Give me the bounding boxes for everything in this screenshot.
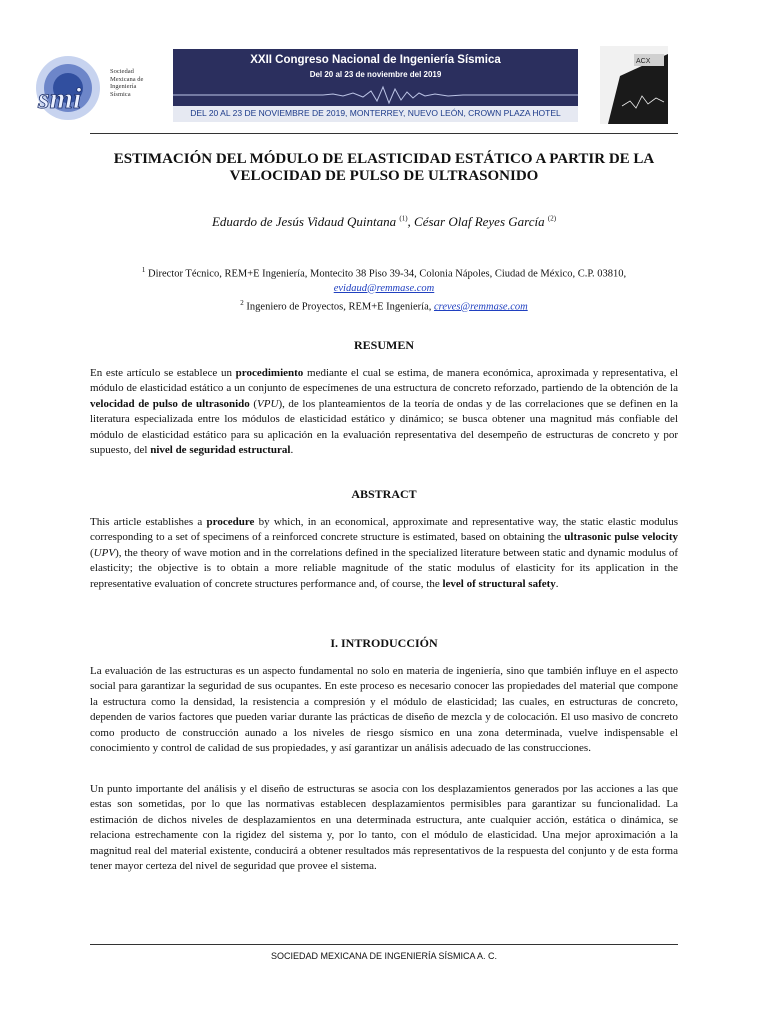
paper-title [90,151,678,185]
aff-1-text: Director Técnico, REM+E Ingeniería, Montecito 38 Piso 39-34, Colonia Nápoles, Ciudad de México, C.P. 03810, [145,268,627,280]
abstract-text-5: . [555,577,559,590]
abstract-heading: ABSTRACT [351,487,417,501]
header-rule [90,133,678,134]
logo-text: Sociedad Mexicana de Ingeniería Sísmica [110,68,144,98]
abstract-bold-3: level of structural safety [442,577,556,590]
author-2: César Olaf Reyes García [414,214,545,229]
resumen-bold-2: velocidad de pulso de ultrasonido [90,397,250,410]
resumen-paragraph [90,366,678,458]
abstract-paragraph [90,515,678,592]
banner-dates: Del 20 al 23 de noviembre del 2019 [309,70,442,79]
resumen-bold-3: nivel de seguridad estructural [150,444,291,457]
title-line-2: VELOCIDAD DE PULSO DE ULTRASONIDO [229,168,539,184]
logo-letters: smi [38,82,82,115]
author-separator: , [407,214,415,229]
resumen-heading: RESUMEN [353,338,414,352]
intro-paragraph-1: La evaluación de las estructuras es un aspecto fundamental no solo en materia de ingeniería, sino que también influye en el aspecto social para garantizar la seguridad de sus ocupantes. En este proceso es necesario conocer las propiedades del material que compone la estructura como la densidad, la resistencia a compresión y el módulo de elasticidad; las cuales, en estructuras de concreto, dependen de varios factores que pueden variar durante las prácticas de diseño de mezcla y de colocación. El uso masivo de concreto como producto de construcción aunado a los niveles de riesgo sísmico en una zona determinada, vuelve indispensable el conocimiento y control de calidad de sus propiedades, y así garantizar un análisis adecuado de las construcciones. [90,665,678,755]
event-line: DEL 20 AL 23 DE NOVIEMBRE DE 2019, MONTERREY, NUEVO LEÓN, CROWN PLAZA HOTEL [190,108,561,118]
aff-1-email-link[interactable]: evidaud@remmase.com [333,282,435,294]
photo-label: ACX [636,58,651,65]
aff-2-mark: 2 [240,298,244,307]
authors-line [90,214,678,230]
resumen-text-4: ), de los planteamientos de la teoría de ondas y de las correlaciones que se definen en la literatura especializada entre los módulos de elasticidad estático y dinámico; se busca obtener una magnitud más confiable del módulo de elasticidad estático para su aplicación en la evaluación representativa del desempeño de estructuras de concreto y por supuesto, del [90,397,678,457]
abstract-text-4: ), the theory of wave motion and in the correlations defined in the specialized literature between static and dynamic modulus of elasticity; the objective is to obtain a more reliable magnitude of the static modulus of elasticity for its application in the representative evaluation of concrete structures performance and, of course, the [90,546,678,590]
congress-banner [173,49,578,114]
abstract-text-1: This article establishes a [90,516,207,528]
aff-2-text: Ingeniero de Proyectos, REM+E Ingeniería, [243,301,434,312]
banner-title: XXII Congreso Nacional de Ingeniería Sísmica [250,54,501,66]
author-1-mark: (1) [399,214,408,223]
author-2-mark: (2) [547,214,557,223]
seismograph-wave-icon [173,81,578,107]
resumen-text-3: ( [249,397,258,410]
abstract-bold-2: ultrasonic pulse velocity [564,531,678,544]
resumen-text-5: . [290,444,294,457]
aff-1-mark: 1 [141,266,146,274]
footer-rule [90,944,678,945]
resumen-text-1: En este artículo se establece un [90,367,236,379]
resumen-bold-1: procedimiento [235,367,304,379]
title-line-1: ESTIMACIÓN DEL MÓDULO DE ELASTICIDAD ESTÁTICO A PARTIR DE LA [113,151,655,167]
abstract-italic-1: UPV [93,546,116,559]
abstract-bold-1: procedure [206,516,255,528]
footer-text: SOCIEDAD MEXICANA DE INGENIERÍA SÍSMICA A. C. [270,951,498,961]
abstract-text-3: ( [90,546,94,559]
intro-heading: I. INTRODUCCIÓN [330,636,438,650]
resumen-italic-1: VPU [257,397,279,410]
abstract-text-2: by which, in an economical, approximate and representative way, the static elastic modulus corresponding to a set of specimens of a reinforced concrete structure is estimated, based on obtaining the [90,516,678,544]
seismograph-photo [600,46,668,124]
aff-2-email-link[interactable]: creves@remmase.com [433,301,528,312]
resumen-text-2: mediante el cual se estima, de manera económica, aproximada y representativa, el módulo de elasticidad estático a un conjunto de especímenes de una estructura de concreto reforzado, partiendo de la obtención de la [90,367,678,395]
author-1: Eduardo de Jesús Vidaud Quintana [211,214,397,229]
affiliations [90,263,678,314]
smi-logo [30,54,170,124]
intro-paragraph-2: Un punto importante del análisis y el diseño de estructuras se asocia con los desplazamientos generados por las acciones a las que estas son sometidas, por lo que las normativas establecen desplazamientos permisibles para garantizar su funcionalidad. La estimación de dichos niveles de desplazamientos en una determinada estructura, ante cualquier acción, estática o dinámica, se relaciona estrechamente con la rigidez del sistema y, por lo tanto, con el módulo de elasticidad. Una mejor aproximación a la magnitud real del material existente, conducirá a obtener resultados más representativos de la respuesta del conjunto y de esta forma tener mayor certeza del nivel de seguridad que provee el sistema. [90,783,678,873]
